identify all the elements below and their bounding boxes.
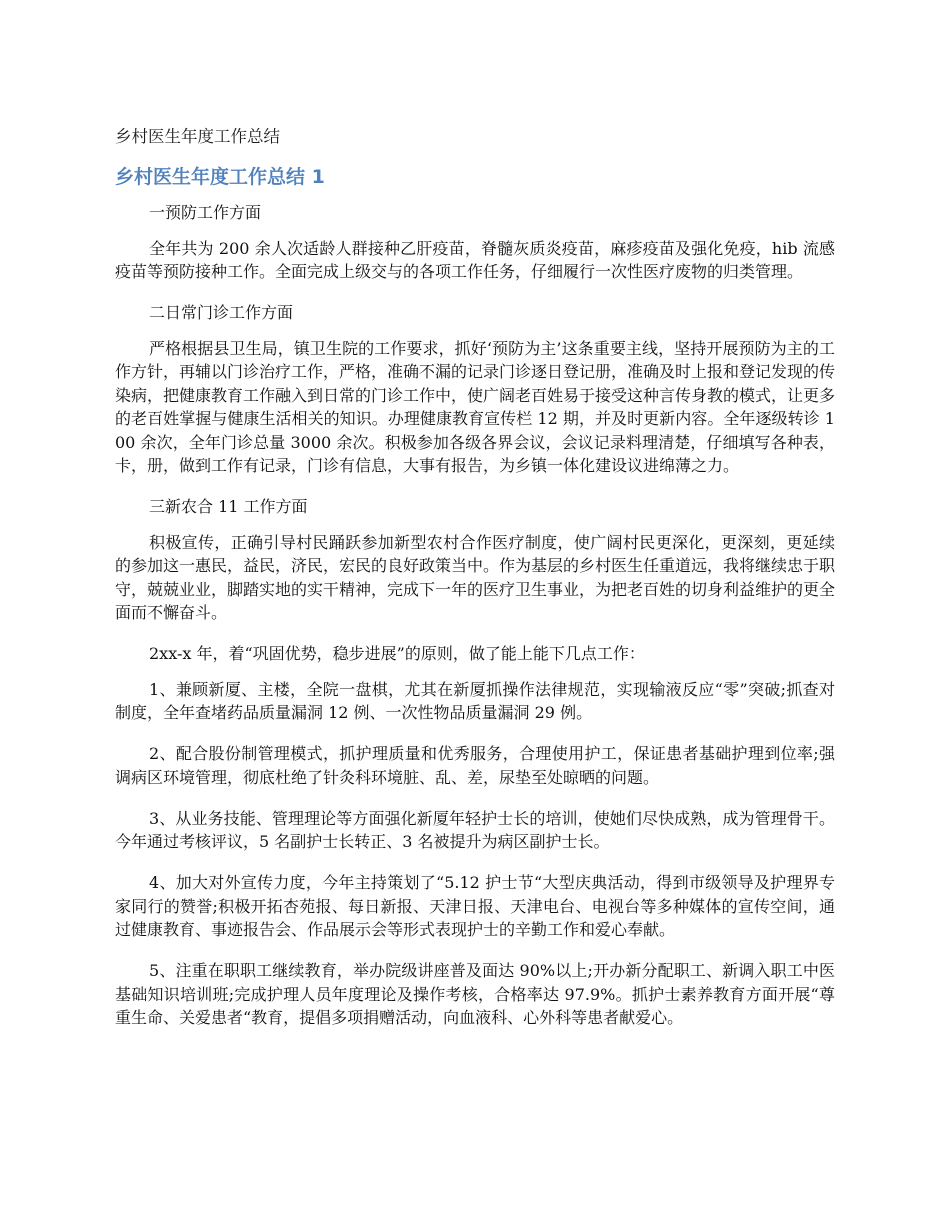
document-body: [115, 201, 835, 1047]
section-heading: 乡村医生年度工作总结 1: [115, 166, 325, 188]
paragraph-item-3: 3、从业务技能、管理理论等方面强化新厦年轻护士长的培训，使她们尽快成熟，成为管理骨干。今年通过考核评议，5 名副护士长转正、3 名被提升为病区副护士长。: [115, 808, 835, 851]
paragraph-item-2: 2、配合股份制管理模式，抓护理质量和优秀服务，合理使用护工，保证患者基础护理到位率;强调病区环境管理，彻底杜绝了针灸科环境脏、乱、差，尿垫至处晾晒的问题。: [115, 744, 835, 787]
subheading-rural-cooperative: 三新农合 11 工作方面: [149, 497, 308, 516]
paragraph-item-4: 4、加大对外宣传力度，今年主持策划了“5.12 护士节“大型庆典活动，得到市级领导及护理界专家同行的赞誉;积极开拓杏苑报、每日新报、天津日报、天津电台、电视台等多种媒体的宣传空间，通过健康教育、事迹报告会、作品展示会等形式表现护士的辛勤工作和爱心奉献。: [115, 873, 835, 939]
paragraph-rural-cooperative: 积极宣传，正确引导村民踊跃参加新型农村合作医疗制度，使广阔村民更深化，更深刻，更延续的参加这一惠民，益民，济民，宏民的良好政策当中。作为基层的乡村医生任重道远，我将继续忠于职守，兢兢业业，脚踏实地的实干精神，完成下一年的医疗卫生事业，为把老百姓的切身利益维护的更全面而不懈奋斗。: [115, 532, 836, 622]
paragraph-principles-intro: 2xx-x 年，着“巩固优势，稳步进展”的原则，做了能上能下几点工作：: [149, 644, 645, 663]
paragraph-prevention: 全年共为 200 余人次适龄人群接种乙肝疫苗，脊髓灰质炎疫苗，麻疹疫苗及强化免疫，hib 流感疫苗等预防接种工作。全面完成上级交与的各项工作任务，仔细履行一次性医疗废物的归类管理。: [115, 238, 835, 281]
document-title: 乡村医生年度工作总结: [115, 127, 280, 146]
subheading-prevention: 一预防工作方面: [149, 203, 262, 222]
paragraph-outpatient: 严格根据县卫生局，镇卫生院的工作要求，抓好‘预防为主’这条重要主线，坚持开展预防为主的工作方针，再辅以门诊治疗工作，严格，准确不漏的记录门诊逐日登记册，准确及时上报和登记发现的传染病，把健康教育工作融入到日常的门诊工作中，使广阔老百姓易于接受这种言传身教的模式，让更多的老百姓掌握与健康生活相关的知识。办理健康教育宣传栏 12 期，并及时更新内容。全年逐级转诊 100 余次，全年门诊总量 3000 余次。积极参加各级各界会议，会议记录料理清楚，仔细填写各种表，卡，册，做到工作有记录，门诊有信息，大事有报告，为乡镇一体化建设议进绵薄之力。: [115, 338, 836, 475]
paragraph-item-1: 1、兼顾新厦、主楼，全院一盘棋，尤其在新厦抓操作法律规范，实现输液反应“零”突破;抓查对制度，全年查堵药品质量漏洞 12 例、一次性物品质量漏洞 29 例。: [115, 679, 835, 722]
subheading-outpatient: 二日常门诊工作方面: [149, 303, 294, 322]
paragraph-item-5: 5、注重在职职工继续教育，举办院级讲座普及面达 90%以上;开办新分配职工、新调入职工中医基础知识培训班;完成护理人员年度理论及操作考核，合格率达 97.9%。抓护士素养教育方面开展“尊重生命、关爱患者“教育，提倡多项捐赠活动，向血液科、心外科等患者献爱心。: [115, 961, 835, 1027]
